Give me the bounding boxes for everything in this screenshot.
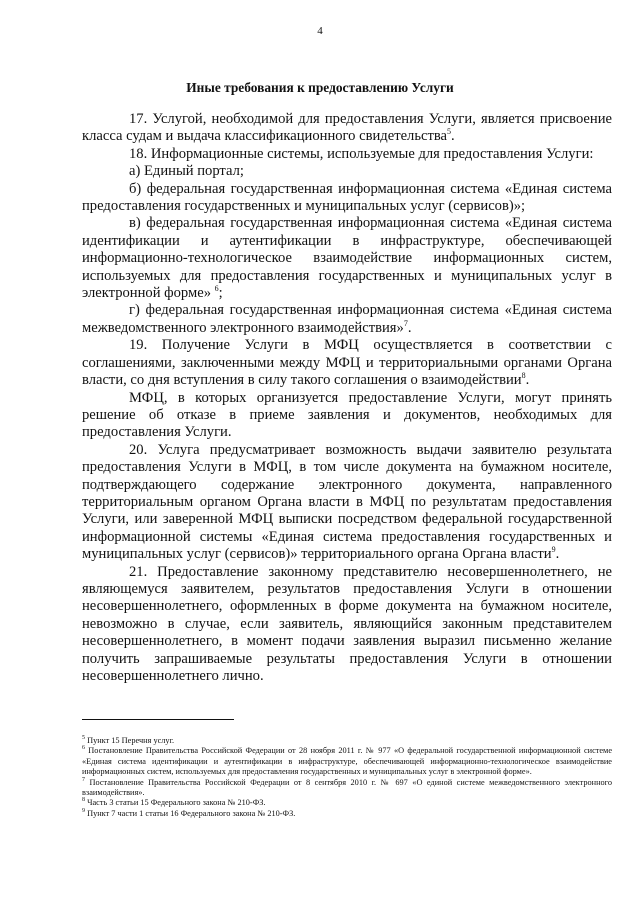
- footnote-ref-7[interactable]: 7: [403, 319, 408, 329]
- section-heading: Иные требования к предоставлению Услуги: [186, 80, 454, 95]
- footnote-ref-9[interactable]: 9: [551, 545, 556, 555]
- paragraph-17: 17. Услугой, необходимой для предоставления Услуги, является присвоение класса судам и выдача классификационного свидетельства$^5$.: [82, 111, 612, 145]
- body-text: [82, 111, 612, 685]
- paragraph-20: 20. Услуга предусматривает возможность выдачи заявителю результата предоставления Услуги в МФЦ, в том числе документа на бумажном носителе, подтверждающего содержание электронного документа, направленного территориальным органом Органа власти в МФЦ по результатам предоставления Услуги, или заверенной МФЦ выписки посредством федеральной государственной информационной системы «Единая система предоставления государственных и муниципальных услуг (сервисов)» территориального органа Органа власти$^9$.: [82, 441, 612, 563]
- paragraph-18-g: г) федеральная государственная информационная система «Единая система межведомственного электронного взаимодействия»$^7$.: [82, 302, 612, 336]
- footnote-8: $^8$ Часть 3 статьи 15 Федерального закона № 210-ФЗ.: [82, 797, 266, 808]
- footnote-6: $^6$ Постановление Правительства Российской Федерации от 28 ноября 2011 г. № 977 «О федеральной государственной информационной системе «Единая система идентификации и аутентификации в инфраструктуре, обеспечивающей информационно-технологическое взаимодействие информационных систем, используемых для предоставления государственных и муниципальных услуг в электронной форме».: [82, 745, 612, 777]
- paragraph-18-b: б) федеральная государственная информационная система «Единая система предоставления государственных и муниципальных услуг (сервисов)»;: [82, 180, 612, 215]
- paragraph-18-a: а) Единый портал;: [129, 163, 244, 180]
- footnote-divider: [82, 719, 234, 720]
- paragraph-19-mfc: МФЦ, в которых организуется предоставление Услуги, могут принять решение об отказе в приеме заявления и документов, необходимых для предоставления Услуги.: [82, 389, 612, 441]
- footnote-ref-8[interactable]: 8: [521, 371, 526, 381]
- footnotes: [82, 736, 612, 819]
- paragraph-21: 21. Предоставление законному представителю несовершеннолетнего, не являющемуся заявителем, результатов предоставления Услуги в отношении несовершеннолетнего, оформленных в форме документа на бумажном носителе, невозможно в случае, если заявитель, являющийся законным представителем несовершеннолетнего, в момент подачи заявления выразил письменно желание получить запрашиваемые результаты предоставления Услуги в отношении несовершеннолетнего лично.: [82, 563, 612, 684]
- footnote-ref-5[interactable]: 5: [447, 127, 452, 137]
- paragraph-18-v: в) федеральная государственная информационная система «Единая система идентификации и аутентификации в инфраструктуре, обеспечивающей информационно-технологическое взаимодействие информационных систем, используемых для предоставления государственных и муниципальных услуг в электронной форме» $^6$;: [82, 215, 612, 302]
- footnote-5: $^5$ Пункт 15 Перечня услуг.: [82, 735, 175, 745]
- footnote-7: $^7$ Постановление Правительства Российской Федерации от 8 сентября 2010 г. № 697 «О единой системе межведомственного электронного взаимодействия».: [82, 776, 612, 798]
- page-number: 4: [317, 25, 323, 37]
- footnote-9: $^9$ Пункт 7 части 1 статьи 16 Федерального закона № 210-ФЗ.: [82, 808, 296, 818]
- footnote-ref-6[interactable]: 6: [214, 284, 219, 294]
- paragraph-18: 18. Информационные системы, используемые для предоставления Услуги:: [129, 145, 594, 162]
- paragraph-19: 19. Получение Услуги в МФЦ осуществляется в соответствии с соглашениями, заключенными между МФЦ и территориальными органами Органа власти, со дня вступления в силу такого соглашения о взаимодействии$^8$.: [82, 337, 612, 389]
